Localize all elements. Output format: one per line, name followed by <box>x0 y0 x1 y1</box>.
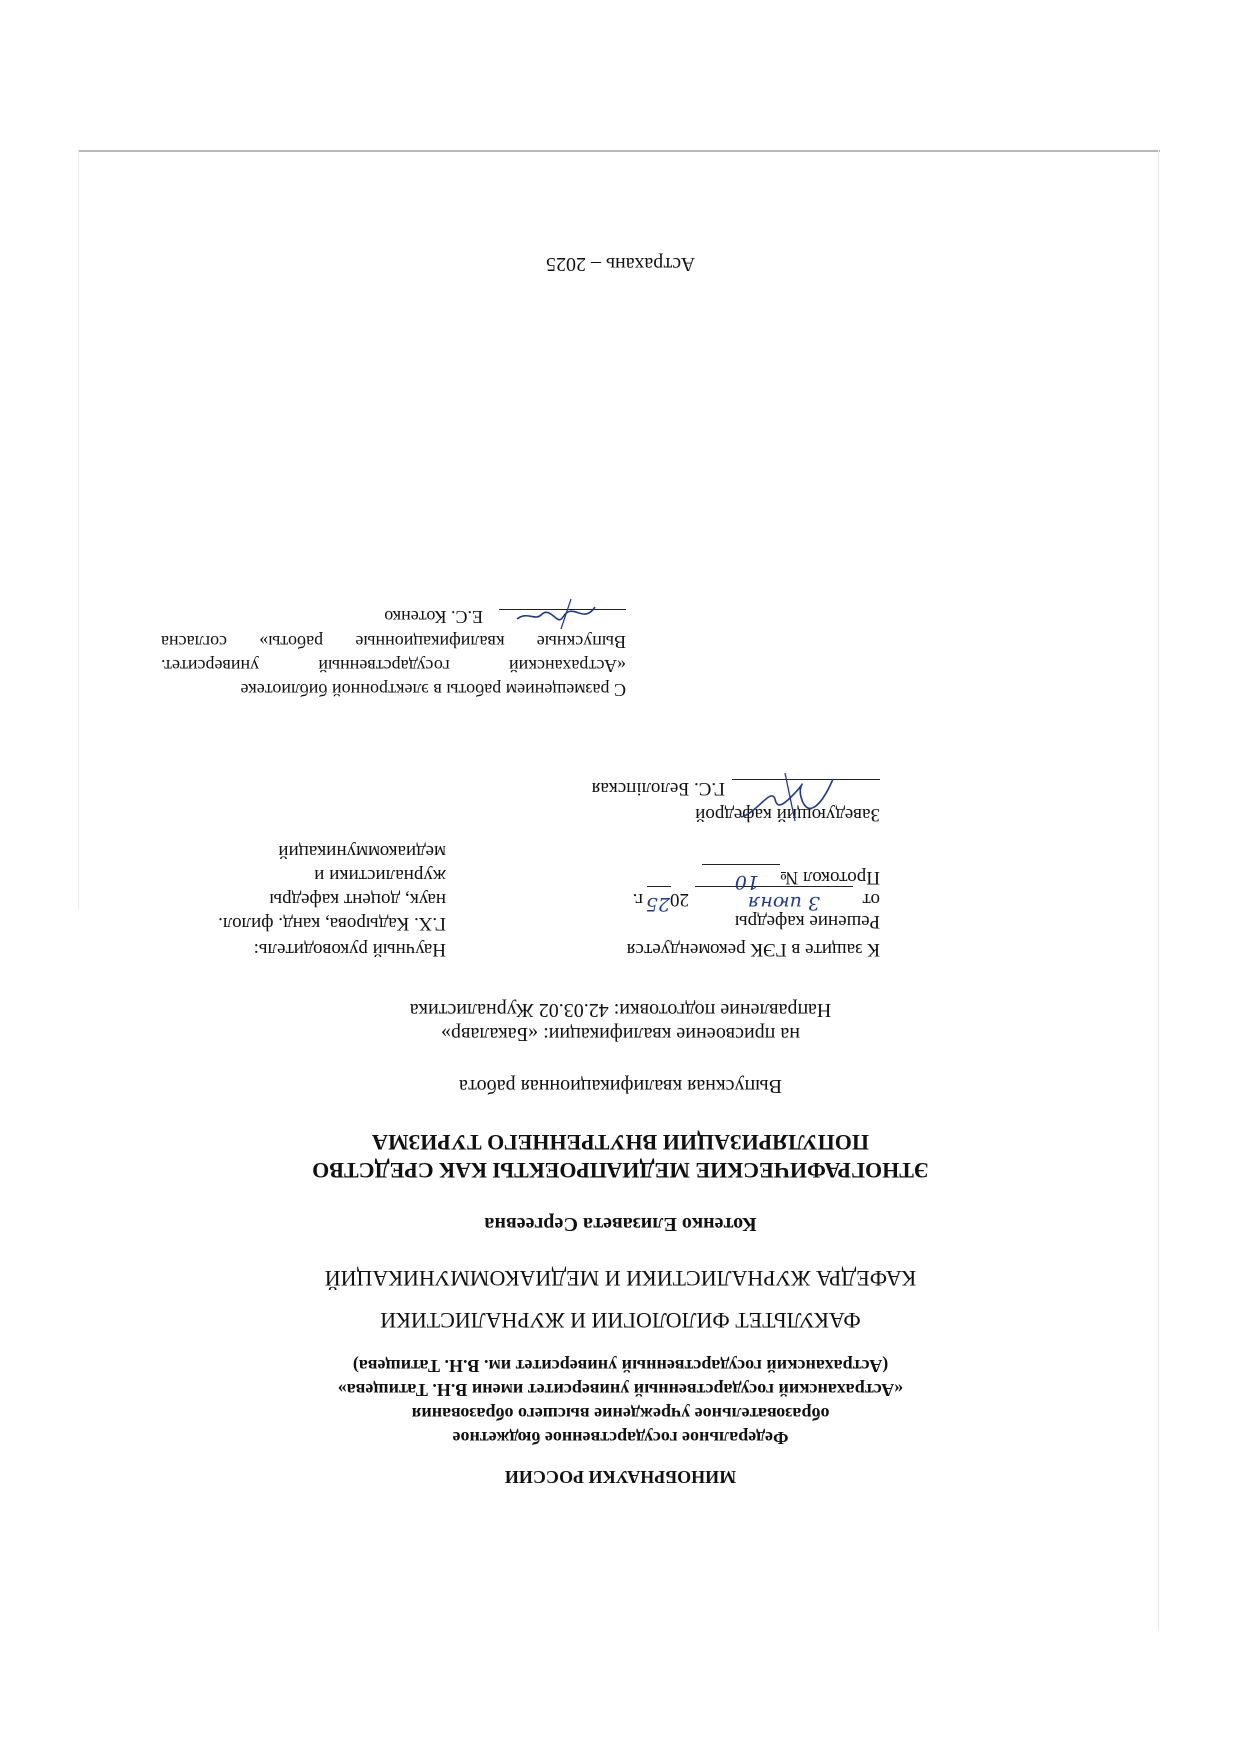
faculty-name: ФАКУЛЬТЕТ ФИЛОЛОГИИ И ЖУРНАЛИСТИКИ <box>380 1308 861 1333</box>
library-consent-line-1: С размещением работы в электронной библиотеке <box>240 680 626 700</box>
qualification: на присвоение квалификации: «Бакалавр» <box>441 1023 800 1045</box>
supervisor-line-3: журналистики и <box>314 865 446 886</box>
supervisor-label: Научный руководитель: <box>253 939 446 960</box>
department-name: КАФЕДРА ЖУРНАЛИСТИКИ И МЕДИАКОММУНИКАЦИЙ <box>324 1266 917 1291</box>
institution-line-3: «Астраханский государственный университет имени В.Н. Татищева» <box>337 1380 904 1400</box>
author-signature <box>511 591 601 635</box>
institution-line-4: (Астраханский государственный университет им. В.Н. Татищева) <box>352 1356 889 1376</box>
recommended-label: К защите в ГЭК рекомендуется <box>626 939 880 960</box>
library-consent-line-3: Выпускные квалификационные работы» согласна <box>161 632 626 652</box>
author-name: Котенко Елизавета Сергеевна <box>484 1213 757 1235</box>
protocol-underline <box>702 864 780 865</box>
date-prefix: от <box>862 889 880 910</box>
date-handwritten: 3 июня <box>747 892 820 914</box>
decision-label: Решение кафедры <box>734 911 880 932</box>
year-handwritten: 25 <box>645 893 670 915</box>
library-signer: Е.С. Котенко <box>384 607 483 627</box>
supervisor-line-2: наук, доцент кафедры <box>269 889 446 910</box>
date-suffix: г. <box>632 889 643 910</box>
head-signature <box>731 767 841 827</box>
protocol-label: Протокол № <box>780 867 880 888</box>
thesis-title-line-2: ПОПУЛЯРИЗАЦИИ ВНУТРЕННЕГО ТУРИЗМА <box>371 1130 870 1155</box>
supervisor-line-4: медиакоммуникаций <box>278 841 446 862</box>
ministry-name: МИНОБРНАУКИ РОССИИ <box>504 1467 737 1487</box>
library-consent-line-2: «Астраханский государственный университет. <box>161 656 626 676</box>
head-name: Г.С. Белоліпская <box>591 778 725 799</box>
thesis-title-line-1: ЭТНОГРАФИЧЕСКИЕ МЕДИАПРОЕКТЫ КАК СРЕДСТВО <box>312 1158 929 1183</box>
head-label: Заведующий кафедрой <box>695 804 880 825</box>
protocol-number: 10 <box>734 871 759 893</box>
year-prefix: 20 <box>670 889 689 910</box>
institution-line-2: образовательное учреждение высшего образования <box>411 1404 830 1424</box>
work-type: Выпускная квалификационная работа <box>459 1075 782 1097</box>
year-underline <box>647 886 671 887</box>
direction: Направление подготовки: 42.03.02 Журналистика <box>409 999 832 1021</box>
institution-line-1: Федеральное государственное бюджетное <box>452 1428 789 1448</box>
city-year: Астрахань – 2025 <box>545 253 696 275</box>
supervisor-line-1: Г.Х. Кадырова, канд. филол. <box>218 913 446 934</box>
